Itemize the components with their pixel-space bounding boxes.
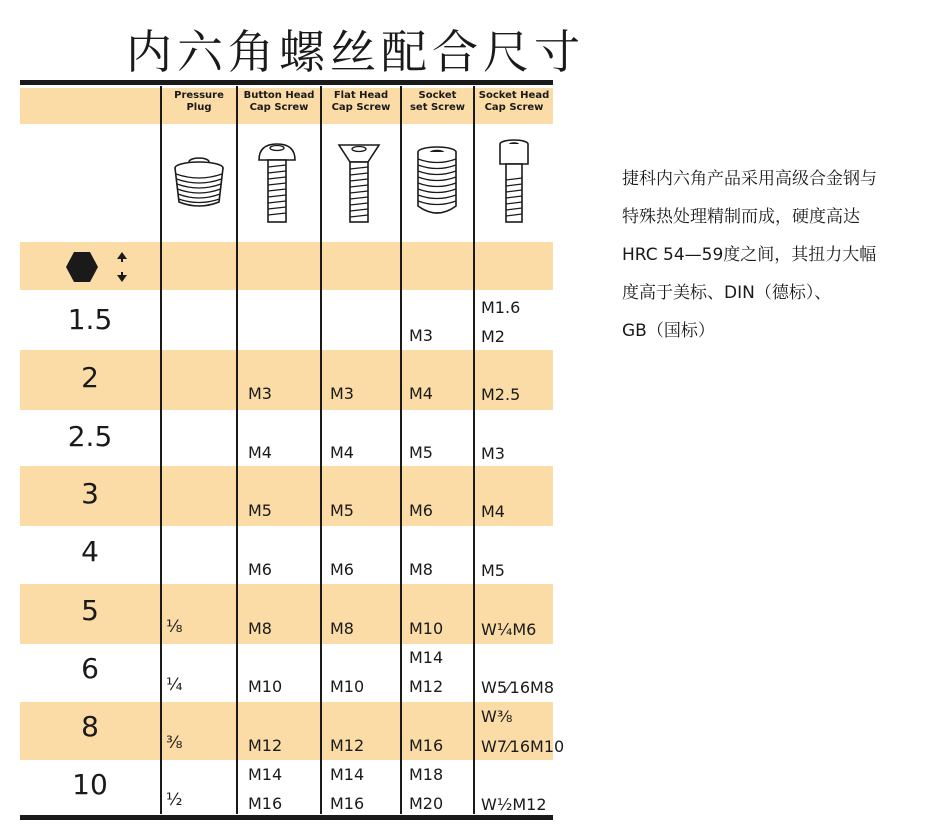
socket-set-size: M3	[409, 326, 433, 345]
button-head-size: M4	[248, 443, 272, 462]
header-flat-head: Flat Head Cap Screw	[331, 90, 391, 113]
header-socket-head: Socket Head Cap Screw	[478, 90, 550, 113]
socket-set-size: M20	[409, 794, 444, 813]
column-divider	[160, 86, 162, 814]
size-cell: 4	[81, 535, 99, 568]
socket-head-size: W½M12	[481, 795, 547, 814]
socket-set-size: M6	[409, 501, 433, 520]
button-head-screw-icon	[254, 140, 300, 226]
socket-set-size: M14	[409, 648, 444, 667]
column-divider	[400, 86, 402, 814]
plug-size: ⅜	[166, 733, 183, 753]
flat-head-size: M12	[330, 736, 365, 755]
size-cell: 5	[81, 594, 99, 627]
button-head-size: M14	[248, 765, 283, 784]
button-head-size: M3	[248, 384, 272, 403]
flat-head-size: M10	[330, 677, 365, 696]
description-line: 捷科内六角产品采用高级合金钢与	[622, 169, 877, 189]
table-top-rule	[20, 80, 553, 85]
socket-set-size: M8	[409, 560, 433, 579]
description-text	[622, 160, 942, 350]
button-head-size: M16	[248, 794, 283, 813]
flat-head-size: M5	[330, 501, 354, 520]
size-table	[20, 80, 565, 820]
size-cell: 10	[72, 768, 108, 801]
button-head-size: M6	[248, 560, 272, 579]
size-cell: 2	[81, 361, 99, 394]
socket-head-size: W¼M6	[481, 620, 537, 639]
flat-head-size: M3	[330, 384, 354, 403]
size-cell: 6	[81, 652, 99, 685]
button-head-size: M5	[248, 501, 272, 520]
size-cell: 8	[81, 710, 99, 743]
socket-set-screw-icon	[414, 144, 460, 222]
flat-head-size: M6	[330, 560, 354, 579]
socket-set-size: M5	[409, 443, 433, 462]
plug-size: ⅛	[166, 617, 183, 637]
socket-set-size: M18	[409, 765, 444, 784]
header-button-head: Button Head Cap Screw	[243, 90, 315, 113]
size-cell: 1.5	[67, 303, 113, 336]
description-line: 特殊热处理精制而成，硬度高达	[622, 207, 860, 227]
column-divider	[473, 86, 475, 814]
description-line: HRC 54—59度之间，其扭力大幅	[622, 245, 877, 265]
column-divider	[236, 86, 238, 814]
socket-set-size: M4	[409, 384, 433, 403]
description-line: 度高于美标、DIN（德标）、	[622, 283, 832, 303]
header-pressure-plug: Pressure Plug	[174, 90, 224, 113]
button-head-size: M10	[248, 677, 283, 696]
socket-head-size: M5	[481, 561, 505, 580]
table-bottom-rule	[20, 815, 553, 820]
header-socket-set: Socket set Screw	[409, 90, 466, 113]
hex-key-icon	[64, 250, 104, 284]
flat-head-screw-icon	[336, 140, 382, 226]
socket-head-size: M2	[481, 327, 505, 346]
page-title: 内六角螺丝配合尺寸	[126, 25, 585, 79]
pressure-plug-icon	[170, 152, 228, 210]
socket-head-size: M2.5	[481, 385, 521, 404]
plug-size: ½	[166, 790, 183, 810]
socket-head-size: W7⁄16M10	[481, 737, 565, 756]
flat-head-size: M8	[330, 619, 354, 638]
socket-set-size: M10	[409, 619, 444, 638]
socket-set-size: M16	[409, 736, 444, 755]
socket-head-size: W5⁄16M8	[481, 678, 555, 697]
button-head-size: M8	[248, 619, 272, 638]
socket-head-size: M1.6	[481, 298, 521, 317]
socket-head-size: M3	[481, 444, 505, 463]
size-cell: 3	[81, 477, 99, 510]
size-cell: 2.5	[67, 420, 113, 453]
button-head-size: M12	[248, 736, 283, 755]
description-line: GB（国标）	[622, 321, 715, 341]
socket-head-cap-screw-icon	[492, 138, 536, 228]
flat-head-size: M14	[330, 765, 365, 784]
plug-size: ¼	[166, 675, 183, 695]
socket-set-size: M12	[409, 677, 444, 696]
socket-head-size: W⅜	[481, 707, 513, 726]
up-down-arrow-icon	[116, 250, 128, 284]
flat-head-size: M4	[330, 443, 354, 462]
flat-head-size: M16	[330, 794, 365, 813]
column-divider	[320, 86, 322, 814]
socket-head-size: M4	[481, 502, 505, 521]
